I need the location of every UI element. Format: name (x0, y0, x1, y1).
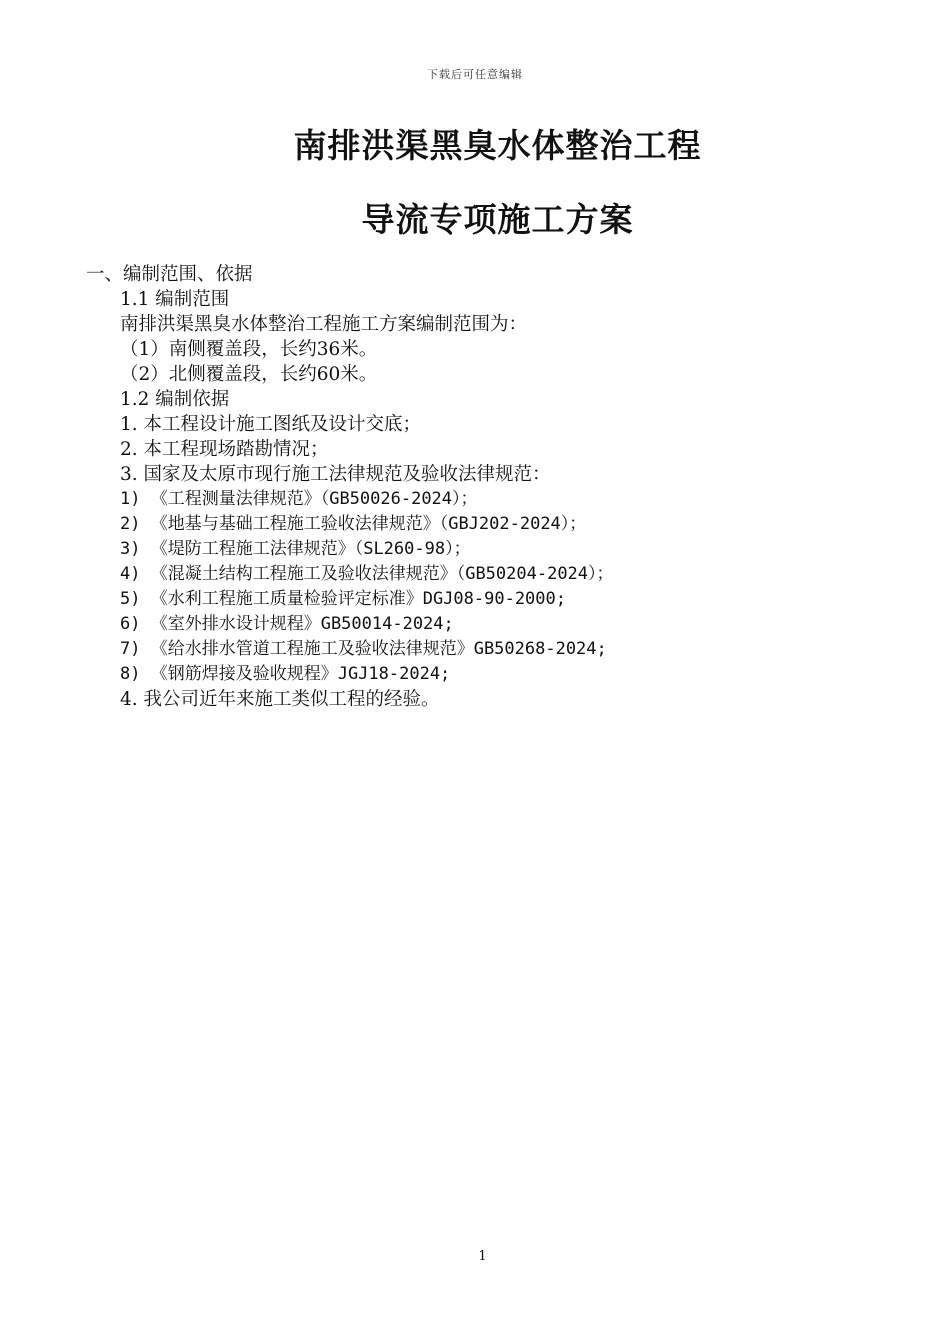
standard-item: 3) 《堤防工程施工法律规范》（SL260-98）； (120, 539, 471, 559)
standard-item: 7) 《给水排水管道工程施工及验收法律规范》GB50268-2024; (120, 639, 607, 659)
page-number: 1 (478, 1249, 487, 1264)
basis-item: 2. 本工程现场踏勘情况； (120, 439, 329, 460)
basis-item: 3. 国家及太原市现行施工法律规范及验收法律规范： (120, 464, 551, 485)
standard-item: 5) 《水利工程施工质量检验评定标准》DGJ08-90-2000; (120, 589, 566, 609)
document-title-line2: 导流专项施工方案 (361, 200, 634, 239)
basis-item: 1. 本工程设计施工图纸及设计交底； (120, 414, 422, 435)
basis-item: 4. 我公司近年来施工类似工程的经验。 (120, 689, 440, 710)
page-header: 下载后可任意编辑 (427, 68, 523, 81)
scope-intro: 南排洪渠黑臭水体整治工程施工方案编制范围为： (120, 314, 528, 335)
standard-item: 1) 《工程测量法律规范》（GB50026-2024）； (120, 489, 478, 509)
standard-item: 2) 《地基与基础工程施工验收法律规范》（GBJ202-2024）； (120, 514, 587, 534)
subsection-heading-basis: 1.2 编制依据 (120, 389, 230, 410)
standard-item: 4) 《混凝土结构工程施工及验收法律规范》（GB50204-2024）； (120, 564, 614, 584)
standard-item: 8) 《钢筋焊接及验收规程》JGJ18-2024; (120, 664, 451, 684)
scope-item: （1）南侧覆盖段，长约36米。 (120, 339, 378, 360)
document-title-line1: 南排洪渠黑臭水体整治工程 (293, 126, 702, 165)
scope-item: （2）北侧覆盖段，长约60米。 (120, 364, 378, 385)
subsection-heading-scope: 1.1 编制范围 (120, 289, 230, 310)
document-body (86, 262, 906, 712)
standard-item: 6) 《室外排水设计规程》GB50014-2024; (120, 614, 454, 634)
section-heading: 一、编制范围、依据 (86, 264, 253, 285)
